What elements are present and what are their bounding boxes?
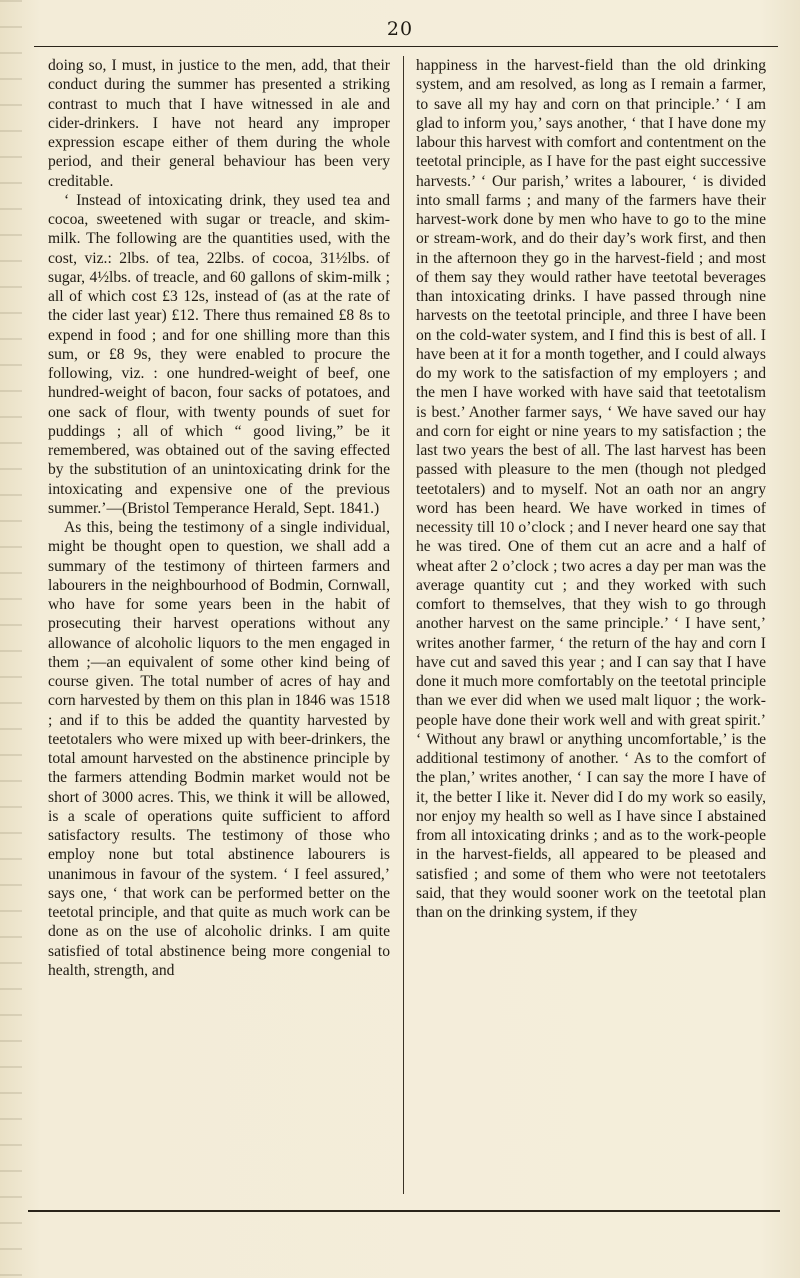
column-divider	[403, 56, 404, 1194]
paragraph: happiness in the harvest-field than the old drinking system, and am resolved, as long as I remain a farmer, to save all my hay and corn on that principle.’ ‘ I am glad to inform you,’ says another, ‘ that I have done my labour this harvest with comfort and contentment on the teetotal principle, as I have for the past eight successive harvests.’ ‘ Our parish,’ writes a labourer, ‘ is divided into small farms ; and many of the farmers have their harvest-work done by men who have to go to the mine or stream-work, and do their day’s work first, and then in the afternoon they go in the harvest-field ; and most of them say they would rather have teetotal beverages than intoxicating drinks. I have passed through nine harvests on the teetotal principle, and three I have been on the cold-water system, and I find this is best of all. I have been at it for a month together, and I could always do my work to the satisfaction of my employers ; and the men I have worked with have said that teetotalism is best.’ Another farmer says, ‘ We have saved our hay and corn for eight or nine years to my satisfaction ; the last two years the best of all. The last harvest has been passed with pleasure to the men (though not pledged teetotalers) and to myself. Not an oath nor an angry word has been heard. We have worked in times of necessity till 10 o’clock ; and I never heard one say that he was tired. One of them cut an acre and a half of wheat after 2 o’clock ; two acres a day per man was the average quantity cut ; and they worked with such comfort to themselves, that they wish to go through another harvest on the same principle.’ ‘ I have sent,’ writes another farmer, ‘ the return of the hay and corn I have cut and saved this year ; and I can say that I have done it much more comfortably on the teetotal principle than we ever did when we used malt liquor ; the work-people have done their work well and with great spirit.’ ‘ Without any brawl or anything uncomfortable,’ is the additional testimony of another. ‘ As to the comfort of the plan,’ writes another, ‘ I can say the more I have of it, the better I like it. Never did I do my work so easily, nor enjoy my health so well as I have since I abstained from all intoxicating drinks ; and as to the work-people in the harvest-fields, all appeared to be pleased and satisfied ; and some of them who were not teetotalers said, that they would sooner work on the teetotal plan than on the drinking system, if they	[416, 57, 766, 921]
header-rule	[34, 46, 778, 47]
paragraph: ‘ Instead of intoxicating drink, they used tea and cocoa, sweetened with sugar or treacle, and skim-milk. The following are the quantities used, with the cost, viz.: 2lbs. of tea, 22lbs. of cocoa, 31½lbs. of sugar, 4½lbs. of treacle, and 60 gallons of skim-milk ; all of which cost £3 12s, instead of (as at the rate of the cider last year) £12. There thus remained £8 8s to expend in food ; and for one shilling more than this sum, or £8 9s, they were enabled to procure the following, viz. : one hundred-weight of beef, one hundred-weight of bacon, four sacks of potatoes, and one sack of flour, with twenty pounds of suet for puddings ; all of which “ good living,” be it remembered, was obtained out of the saving effected by the substitution of an unintoxicating drink for the intoxicating and expensive one of the previous summer.’—(Bristol Temperance Herald, Sept. 1841.)	[48, 191, 390, 517]
footer-rule	[28, 1210, 780, 1212]
left-column	[48, 56, 390, 1201]
right-column	[416, 56, 766, 1201]
paragraph: As this, being the testimony of a single individual, might be thought open to question, we shall add a summary of the testimony of thirteen farmers and labourers in the neighbourhood of Bodmin, Cornwall, who have for some years been in the habit of prosecuting their harvest operations without any allowance of alcoholic liquors to the men engaged in them ;—an equivalent of some other kind being of course given. The total number of acres of hay and corn harvested by them on this plan in 1846 was 1518 ; and if to this be added the quantity harvested by teetotalers who were mixed up with beer-drinkers, the total amount harvested on the abstinence principle by the farmers attending Bodmin market would not be short of 3000 acres. This, we think it will be allowed, is a scale of operations quite sufficient to afford satisfactory results. The testimony of those who employ none but total abstinence labourers is unanimous in favour of the system. ‘ I feel assured,’ says one, ‘ that work can be performed better on the teetotal principle, and that quite as much work can be done as on the use of alcoholic drinks. I am quite satisfied of total abstinence being more congenial to health, strength, and	[48, 519, 390, 979]
binding-edge	[0, 0, 22, 1278]
page-number: 20	[386, 18, 414, 40]
paragraph: doing so, I must, in justice to the men, add, that their conduct during the summer has presented a striking contrast to much that I have witnessed in ale and cider-drinkers. I have not heard any improper expression escape either of them during the whole period, and their general behaviour has been very creditable.	[48, 57, 390, 190]
